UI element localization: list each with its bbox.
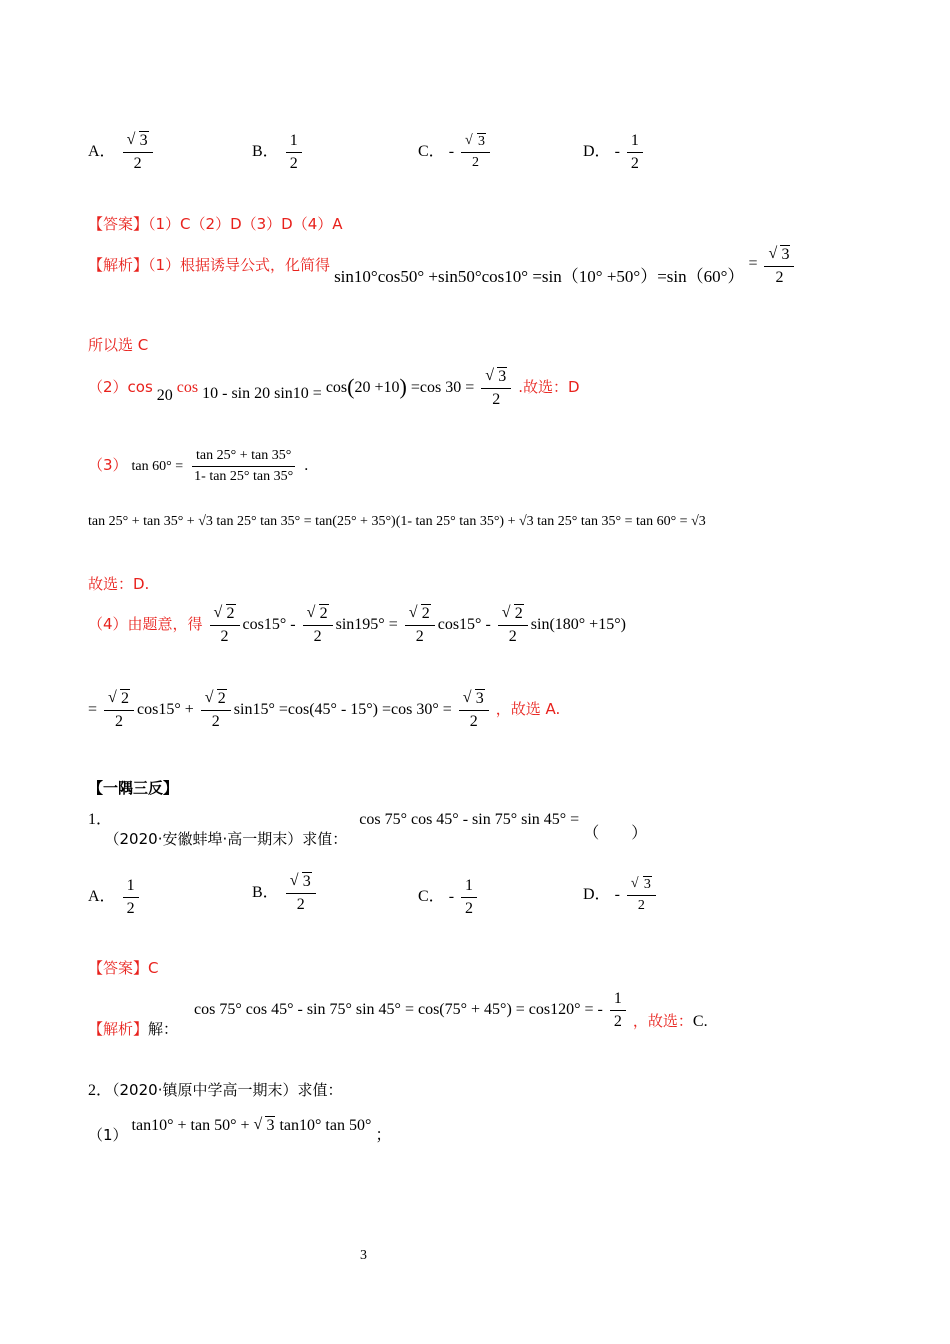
analysis-1: 【解析】（1）根据诱导公式，化简得 sin10°cos50° +sin50°cos10° =sin（10° +50°）=sin（60°） = √ $\frac{3}{2}$ [88,246,797,287]
q1-option-c: C． - $\frac{1}{2}$ [418,877,480,918]
q1-option-d: D． - √ $\frac{3}{2}$ [583,877,659,914]
analysis-2: （2）cos 20 cos 10 - sin 20 sin10 = cos(20 +10) =cos 30 = √ $\frac{3}{2}$ .故选：D [88,368,580,409]
choose-d: 故选：D. [88,575,150,593]
q1-answer: 【答案】C [88,959,159,977]
analysis-3: （3） tan 60° = $\frac{\tan 25^\circ + \tan 35^\circ}{1- \tan 25^\circ \tan 35^\circ}$ . [88,448,309,484]
q1-option-b: B． √ $\frac{3}{2}$ [252,873,319,914]
option-d: D． - $\frac{1}{2}$ [583,132,646,173]
question-1: 1．（2020·安徽蚌埠·高一期末）求值： cos 75° cos 45° - sin 75° sin 45° = （ ） [88,811,648,848]
answer-line: 【答案】（1）C（2）D（3）D（4）A [88,215,343,233]
option-b: B． $\frac{1}{2}$ [252,132,305,173]
question-2: 2．（2020·镇原中学高一期末）求值： [88,1081,343,1099]
option-a: A． √ $\frac{3}{2}$ [88,132,156,173]
analysis-4: （4）由题意，得 √ $\frac{2}{2}$ cos15° - √ $\frac{2}{2}$ sin195° = √ $\frac{2}{2}$ cos15° - √ $\frac{2}{2}$ sin(180° +15°) [88,605,626,646]
page-number: 3 [360,1248,367,1263]
question-2-part-1: （1） tan10° + tan 50° + √ 3 tan10° tan 50° ； [88,1112,391,1135]
choose-c: 所以选 C [88,336,149,354]
analysis-4-line2: = √ $\frac{2}{2}$ cos15° + √ $\frac{2}{2}$ sin15° =cos(45° - 15°) =cos 30° = √ $\frac{3}{2}$ ，故选 A. [88,690,560,731]
analysis-3-line: tan 25° + tan 35° + √3 tan 25° tan 35° = tan(25° + 35°)(1- tan 25° tan 35°) + √3 tan 25° tan 35° = tan 60° = √3 [88,514,706,529]
section-heading: 【一隅三反】 [88,779,179,797]
option-c: C． - √ $\frac{3}{2}$ [418,134,493,171]
q1-analysis: 【解析】解： cos 75° cos 45° - sin 75° sin 45° = cos(75° + 45°) = cos120° = - $\frac{1}{2}$ ，故选：C. [88,990,708,1039]
q1-option-a: A． $\frac{1}{2}$ [88,877,142,918]
